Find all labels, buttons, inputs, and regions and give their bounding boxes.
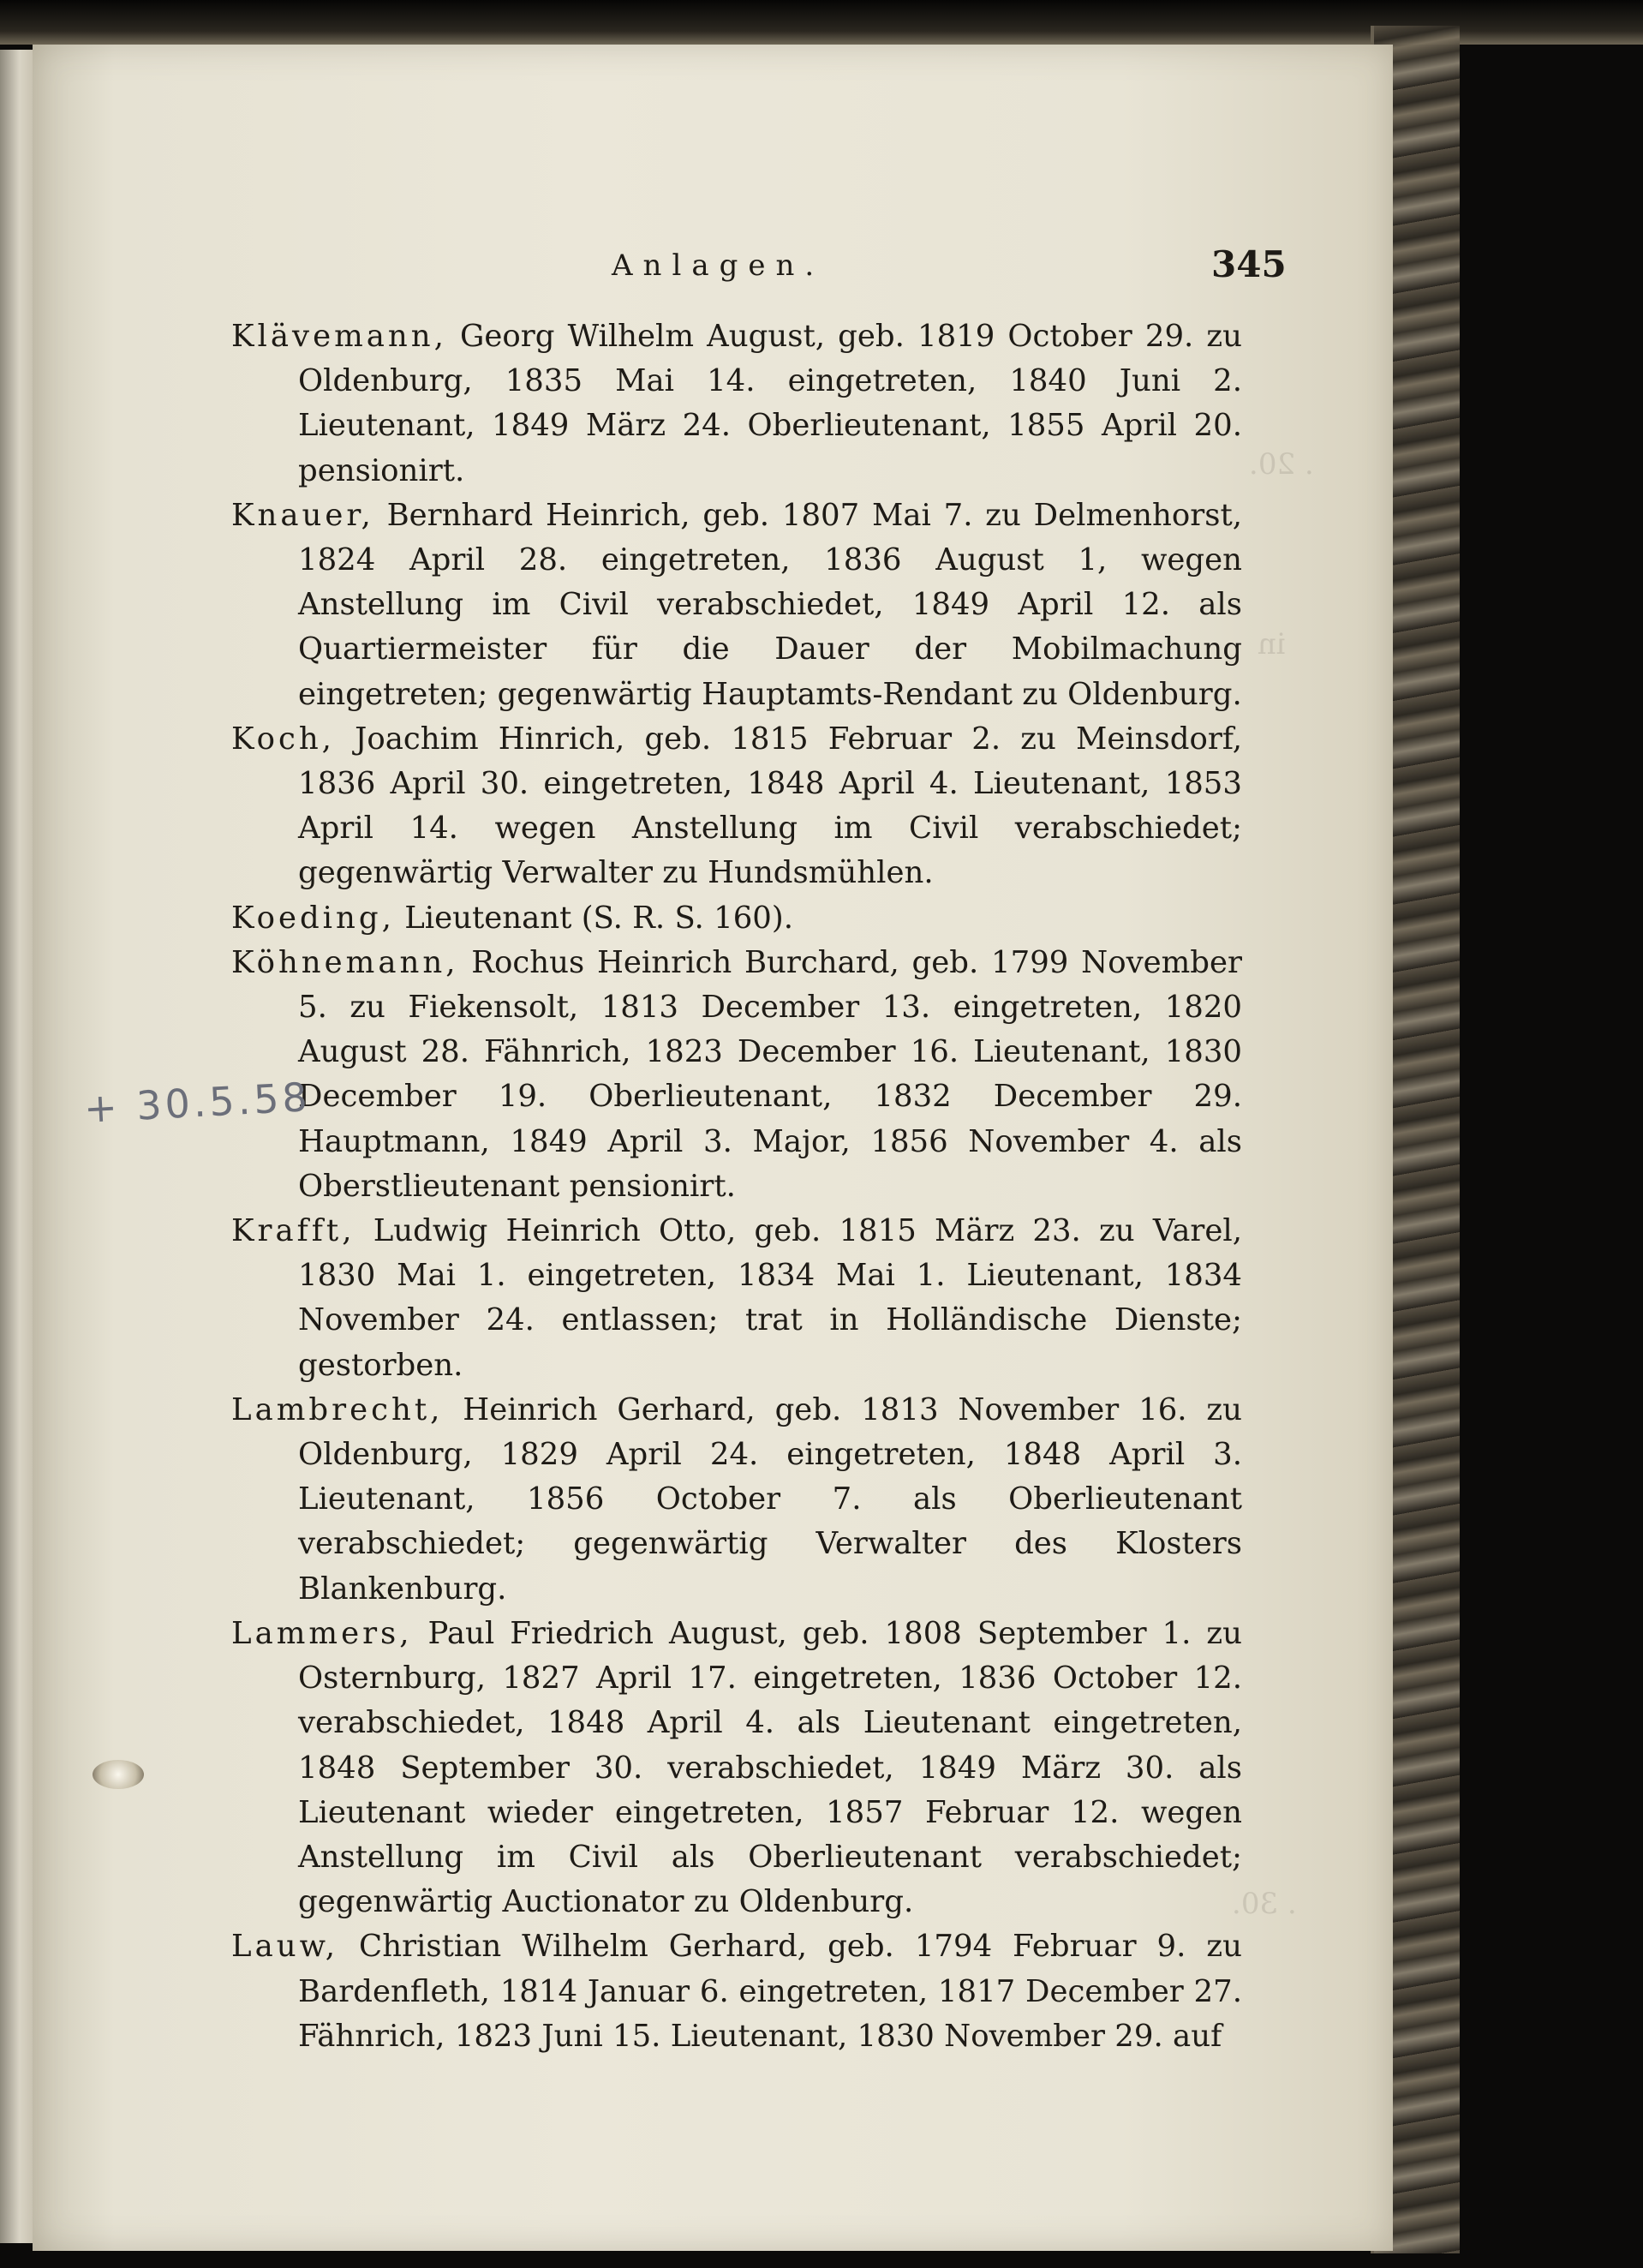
entry-text: Heinrich Gerhard, geb. 1813 November 16. zu Oldenburg, 1829 April 24. eingetreten, 1848 April 3. Lieutenant, 1856 October 7. als Oberlieutenant verabschiedet; gegenwärtig Verwalter des Klosters Blankenburg. [298, 1391, 1242, 1607]
page-text [33, 45, 1393, 2251]
list-entry [231, 1924, 1242, 2059]
entry-list [231, 314, 1242, 2059]
page-number: 345 [1211, 243, 1287, 285]
entry-text: Bernhard Heinrich, geb. 1807 Mai 7. zu Delmenhorst, 1824 April 28. eingetreten, 1836 August 1, wegen Anstellung im Civil verabschiedet, 1849 April 12. als Quartiermeister für die Dauer der Mobilmachung eingetreten; gegenwärtig Hauptamts-Rendant zu Oldenburg. [298, 497, 1242, 712]
entry-name: Koeding, [231, 900, 395, 936]
show-through-text: in [1258, 627, 1286, 661]
entry-name: Knauer, [231, 497, 374, 533]
list-entry [231, 1209, 1242, 1388]
entry-name: Lammers, [231, 1615, 413, 1651]
entry-text: Joachim Hinrich, geb. 1815 Februar 2. zu Meinsdorf, 1836 April 30. eingetreten, 1848 April 4. Lieutenant, 1853 April 14. wegen Anstellung im Civil verabschiedet; gegenwärtig Verwalter zu Hundsmühlen. [298, 721, 1242, 891]
entry-text: Lieutenant (S. R. S. 160). [394, 900, 793, 936]
list-entry [231, 896, 1242, 941]
handwritten-margin-note: + 30.5.58 [82, 1074, 312, 1132]
list-entry [231, 1388, 1242, 1612]
running-head [504, 243, 1287, 295]
entry-name: Krafft, [231, 1213, 355, 1249]
show-through-text: . 20. [1249, 447, 1314, 482]
left-facing-page-edge [0, 50, 35, 2243]
show-through-text: . 30. [1232, 1887, 1297, 1921]
entry-text: Georg Wilhelm August, geb. 1819 October 29. zu Oldenburg, 1835 Mai 14. eingetreten, 1840 Juni 2. Lieutenant, 1849 März 24. Oberlieutenant, 1855 April 20. pensionirt. [298, 319, 1242, 488]
entry-name: Koch, [231, 721, 335, 757]
entry-name: Köhnemann, [231, 944, 459, 980]
entry-text: Ludwig Heinrich Otto, geb. 1815 März 23. zu Varel, 1830 Mai 1. eingetreten, 1834 Mai 1. Lieutenant, 1834 November 24. entlassen; trat in Holländische Dienste; gestorben. [298, 1213, 1242, 1383]
list-entry [231, 494, 1242, 717]
list-entry [231, 941, 1242, 1209]
entry-name: Lambrecht, [231, 1391, 444, 1427]
paper-damage-spot [93, 1760, 144, 1789]
entry-text: Christian Wilhelm Gerhard, geb. 1794 Februar 9. zu Bardenfleth, 1814 Januar 6. eingetreten, 1817 December 27. Fähnrich, 1823 Juni 15. Lieutenant, 1830 November 29. auf [298, 1929, 1242, 2054]
entry-name: Klävemann, [231, 319, 447, 354]
list-entry [231, 717, 1242, 896]
book-page [33, 45, 1393, 2251]
entry-name: Lauw, [231, 1929, 339, 1965]
running-title: Anlagen. [612, 248, 825, 283]
list-entry [231, 314, 1242, 494]
entry-text: Rochus Heinrich Burchard, geb. 1799 November 5. zu Fiekensolt, 1813 December 13. eingetreten, 1820 August 28. Fähnrich, 1823 December 16. Lieutenant, 1830 December 19. Oberlieutenant, 1832 December 29. Hauptmann, 1849 April 3. Major, 1856 November 4. als Oberstlieutenant pensionirt. [298, 944, 1242, 1204]
list-entry [231, 1612, 1242, 1924]
entry-text: Paul Friedrich August, geb. 1808 September 1. zu Osternburg, 1827 April 17. eingetreten, 1836 October 12. verabschiedet, 1848 April 4. als Lieutenant eingetreten, 1848 September 30. verabschiedet, 1849 März 30. als Lieutenant wieder eingetreten, 1857 Februar 12. wegen Anstellung im Civil als Oberlieutenant verabschiedet; gegenwärtig Auctionator zu Oldenburg. [298, 1615, 1242, 1920]
